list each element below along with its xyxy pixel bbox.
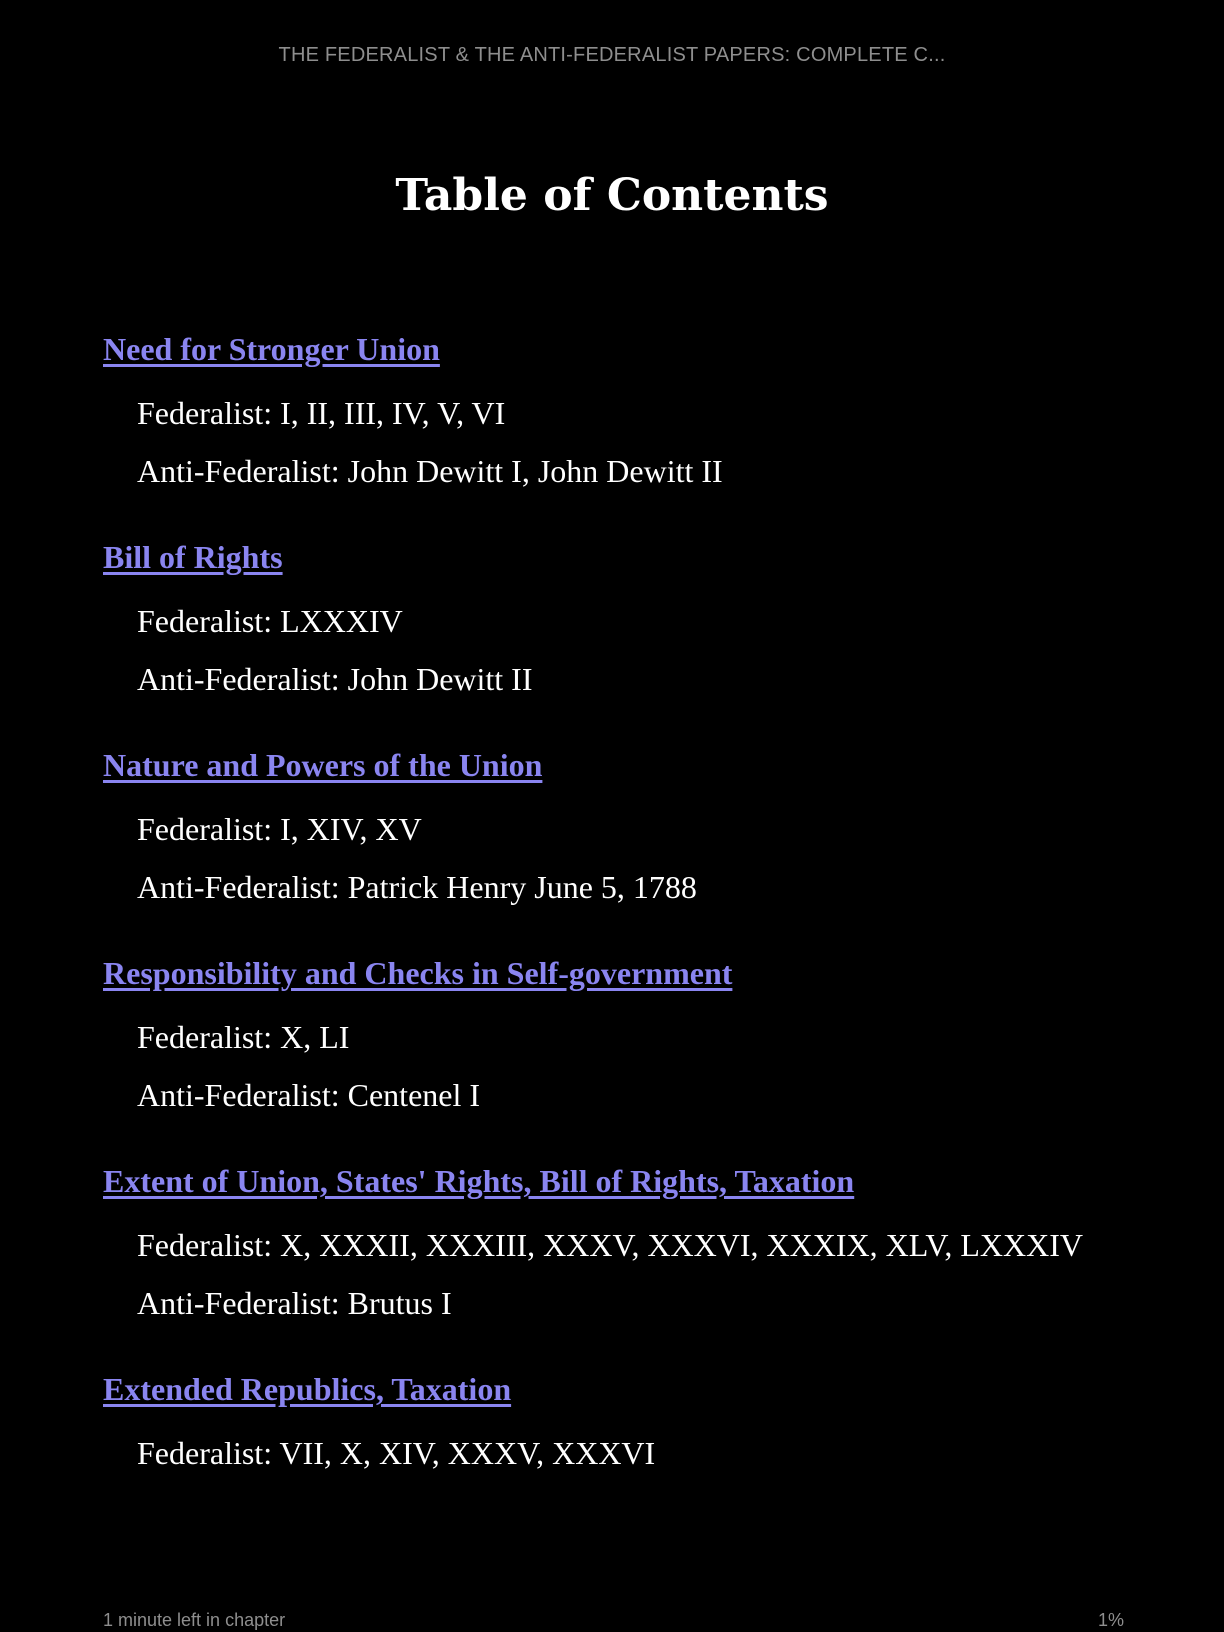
toc-section [103, 326, 1203, 534]
toc-section [103, 534, 1203, 742]
toc-link[interactable]: Bill of Rights [103, 539, 283, 575]
toc-link[interactable]: Responsibility and Checks in Self-government [103, 955, 733, 991]
toc-line: Anti-Federalist: Brutus I [137, 1285, 452, 1321]
toc-section [103, 1158, 1203, 1366]
toc-section [103, 742, 1203, 950]
reading-progress: 1% [1097, 1610, 1124, 1630]
toc-link[interactable]: Nature and Powers of the Union [103, 747, 543, 783]
toc-line: Anti-Federalist: Patrick Henry June 5, 1788 [137, 869, 697, 905]
toc-section [103, 950, 1203, 1158]
book-title-header: THE FEDERALIST & THE ANTI-FEDERALIST PAPERS: COMPLETE C... [278, 44, 946, 66]
toc-line: Federalist: X, LI [137, 1019, 350, 1055]
toc-line: Federalist: I, II, III, IV, V, VI [137, 395, 506, 431]
toc-line: Federalist: X, XXXII, XXXIII, XXXV, XXXVI, XXXIX, XLV, LXXXIV [137, 1227, 1083, 1263]
time-left-in-chapter: 1 minute left in chapter [103, 1610, 286, 1630]
toc-link[interactable]: Extended Republics, Taxation [103, 1371, 512, 1407]
toc-line: Anti-Federalist: John Dewitt II [137, 661, 533, 697]
toc-section [103, 1366, 1203, 1574]
page-title: Table of Contents [395, 170, 829, 221]
toc-line: Anti-Federalist: Centenel I [137, 1077, 481, 1113]
toc-line: Federalist: I, XIV, XV [137, 811, 422, 847]
table-of-contents [103, 326, 1203, 1574]
toc-line: Anti-Federalist: John Dewitt I, John Dewitt II [137, 453, 723, 489]
toc-link[interactable]: Extent of Union, States' Rights, Bill of Rights, Taxation [103, 1163, 855, 1199]
toc-line: Federalist: LXXXIV [137, 603, 403, 639]
toc-line: Federalist: VII, X, XIV, XXXV, XXXVI [137, 1435, 656, 1471]
toc-link[interactable]: Need for Stronger Union [103, 331, 440, 367]
